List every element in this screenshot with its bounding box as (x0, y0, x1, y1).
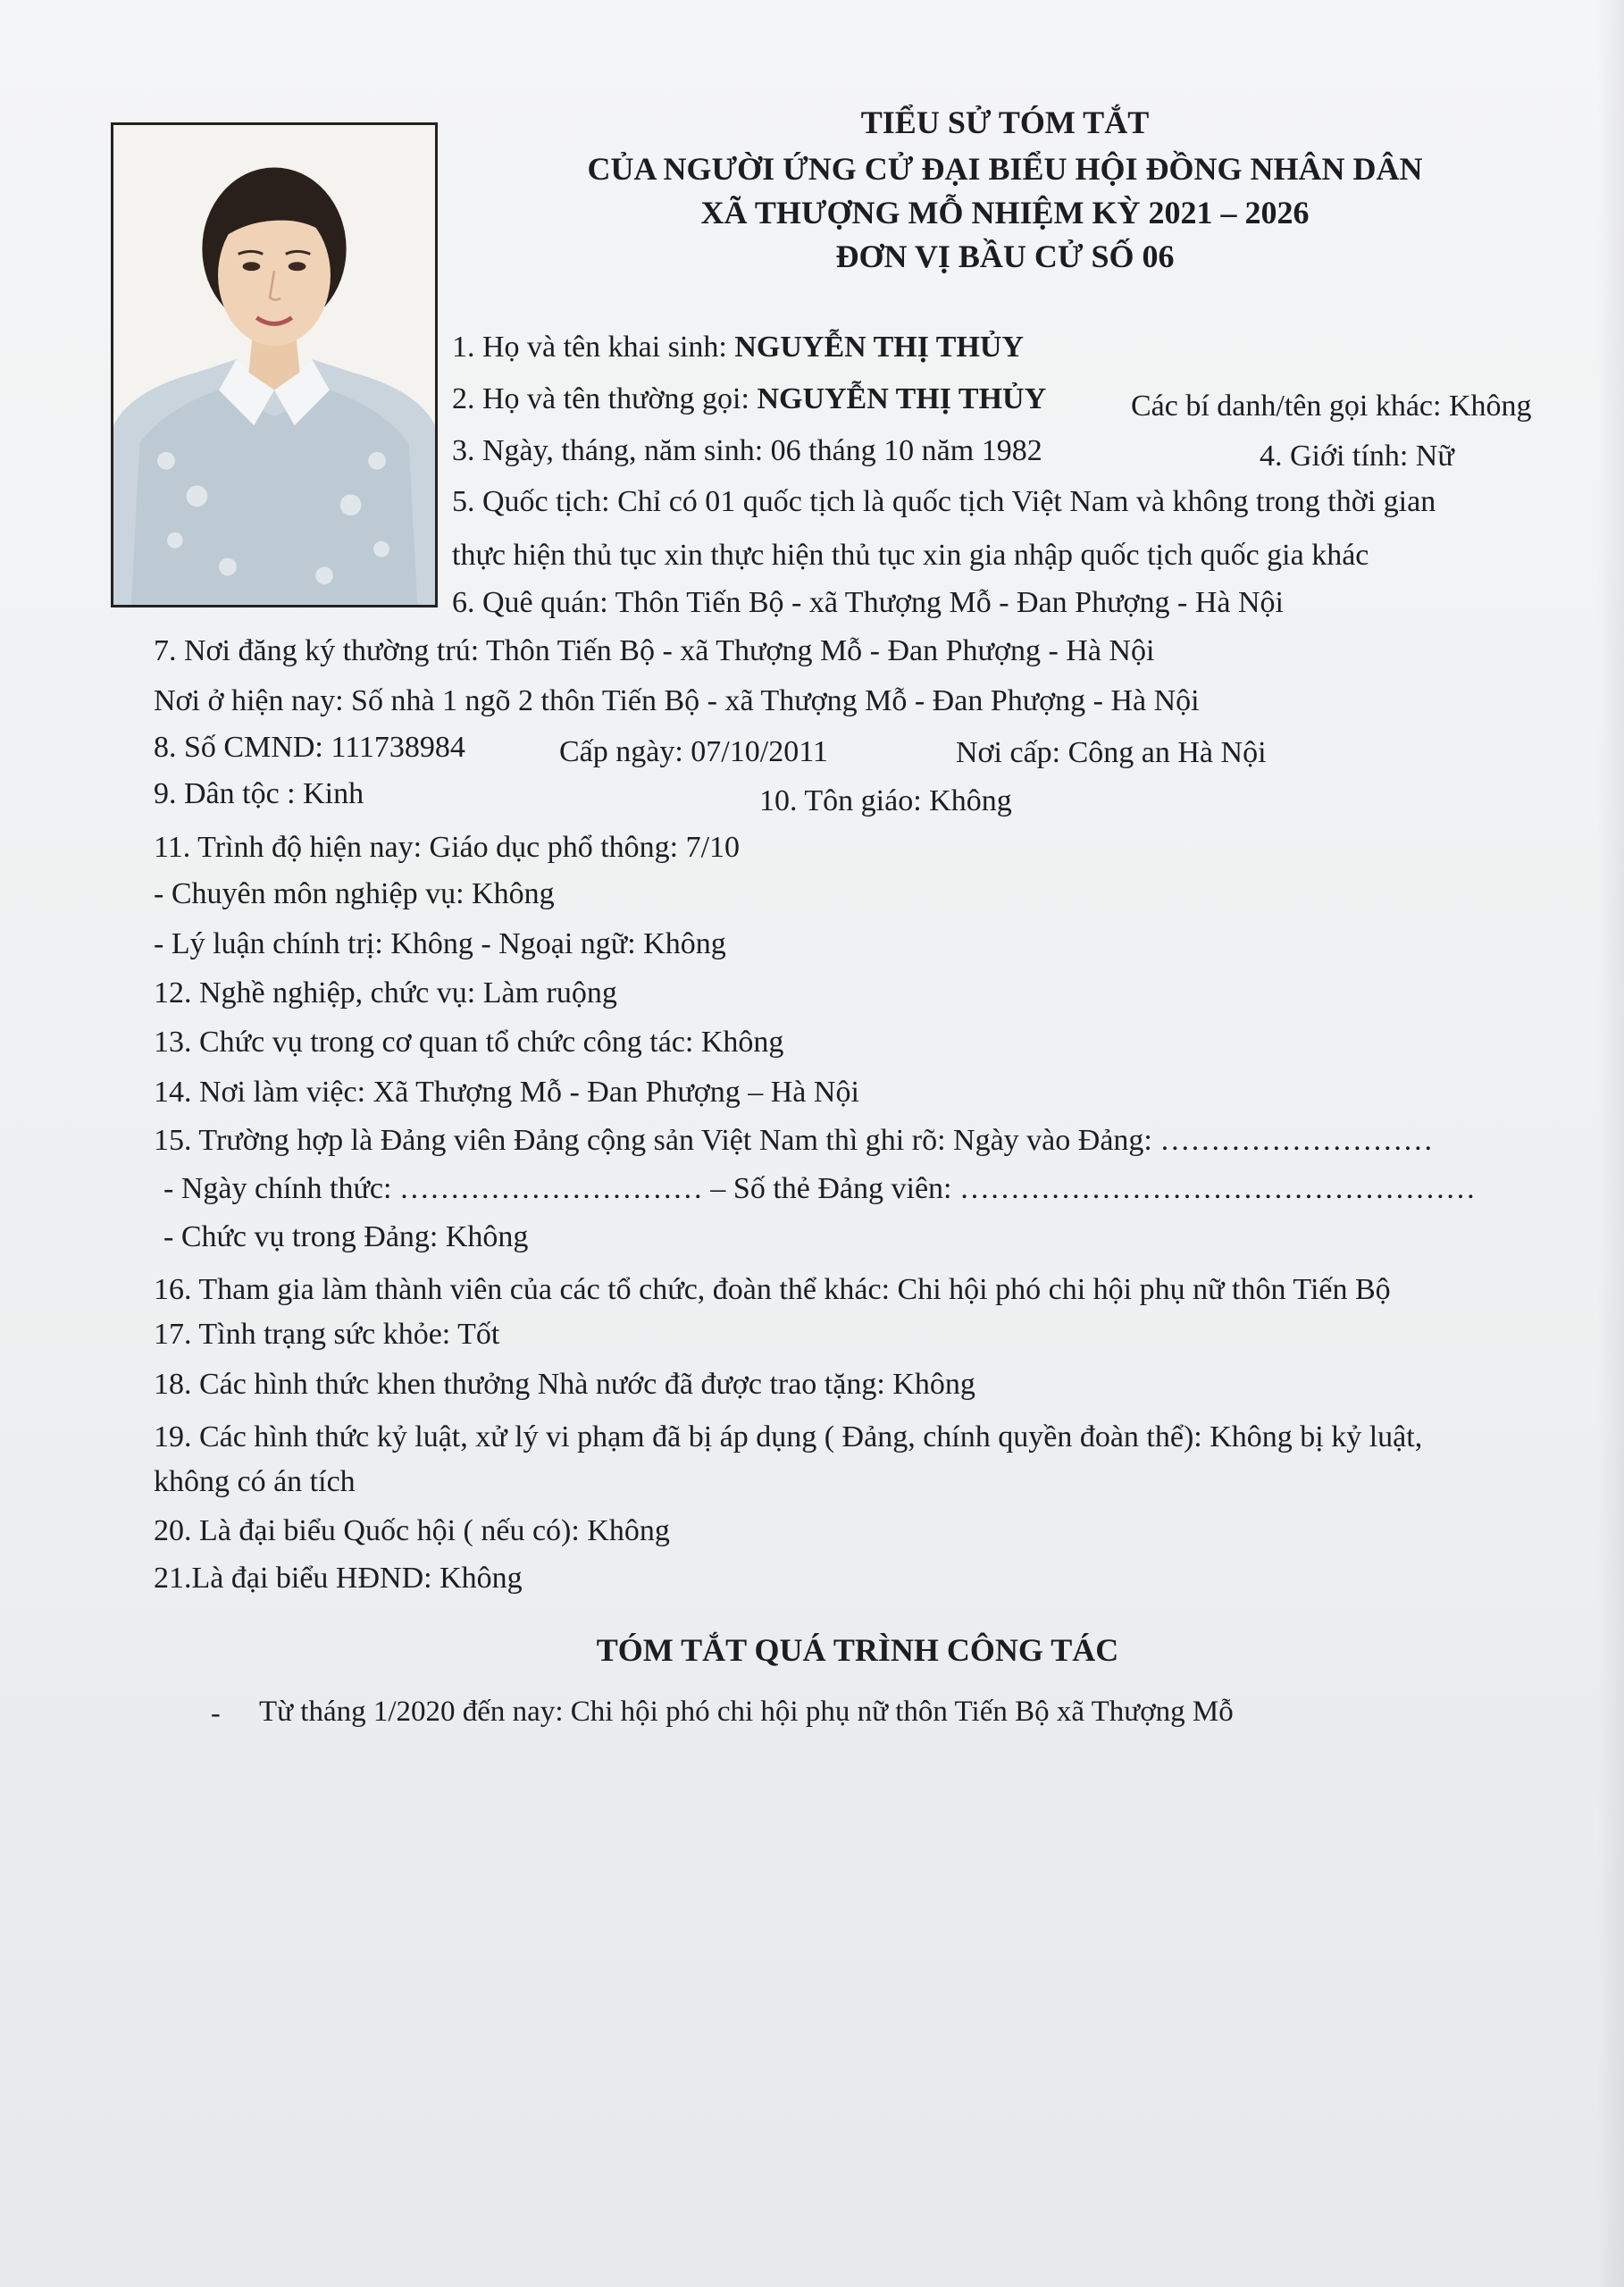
field-professional-skill: - Chuyên môn nghiệp vụ: Không (154, 877, 555, 910)
portrait-photo (111, 122, 438, 607)
field-awards: 18. Các hình thức khen thưởng Nhà nước đã được trao tặng: Không (154, 1368, 975, 1401)
page-edge-shadow (1597, 0, 1624, 2287)
document-subtitle-unit: ĐƠN VỊ BẦU CỬ SỐ 06 (835, 239, 1175, 274)
field-discipline: 19. Các hình thức kỷ luật, xử lý vi phạm đã bị áp dụng ( Đảng, chính quyền đoàn thể): Không bị kỷ luật, (154, 1420, 1423, 1453)
field-occupation: 12. Nghề nghiệp, chức vụ: Làm ruộng (154, 976, 617, 1009)
field-political-theory: - Lý luận chính trị: Không - Ngoại ngữ: Không (154, 927, 726, 960)
field-party-member: 15. Trường hợp là Đảng viên Đảng cộng sản Việt Nam thì ghi rõ: Ngày vào Đảng: ……………………… (154, 1124, 1434, 1157)
field-workplace: 14. Nơi làm việc: Xã Thượng Mỗ - Đan Phượng – Hà Nội (154, 1076, 859, 1109)
birth-name-value: NGUYỄN THỊ THỦY (734, 331, 1025, 364)
work-history-entry: Từ tháng 1/2020 đến nay: Chi hội phó chi hội phụ nữ thôn Tiến Bộ xã Thượng Mỗ (259, 1696, 1234, 1728)
field-gender: 4. Giới tính: Nữ (1260, 440, 1454, 473)
work-history-heading: TÓM TẮT QUÁ TRÌNH CÔNG TÁC (596, 1632, 1119, 1668)
field-birth-date: 3. Ngày, tháng, năm sinh: 06 tháng 10 năm 1982 (452, 434, 1042, 467)
field-common-name (452, 384, 1046, 415)
field-health: 17. Tình trạng sức khỏe: Tốt (154, 1318, 500, 1351)
field-id-number: 8. Số CMND: 111738984 (154, 731, 465, 764)
common-name-value: NGUYỄN THỊ THỦY (757, 382, 1047, 415)
field-discipline-cont: không có án tích (154, 1465, 356, 1498)
document-title: TIỂU SỬ TÓM TẮT (860, 105, 1150, 140)
field-ethnicity: 9. Dân tộc : Kinh (154, 777, 364, 810)
bullet-dash: - (211, 1696, 221, 1729)
field-party-official-date: - Ngày chính thức: ………………………… – Số thẻ Đảng viên: …………………………………………… (163, 1172, 1476, 1205)
field-id-issue-place: Nơi cấp: Công an Hà Nội (956, 736, 1267, 769)
document-subtitle: CỦA NGƯỜI ỨNG CỬ ĐẠI BIỂU HỘI ĐỒNG NHÂN DÂN (587, 151, 1423, 187)
field-nationality-cont: thực hiện thủ tục xin thực hiện thủ tục xin gia nhập quốc tịch quốc gia khác (452, 539, 1369, 572)
field-education: 11. Trình độ hiện nay: Giáo dục phổ thông: 7/10 (154, 831, 741, 864)
field-party-position: - Chức vụ trong Đảng: Không (163, 1220, 529, 1253)
field-permanent-residence: 7. Nơi đăng ký thường trú: Thôn Tiến Bộ - xã Thượng Mỗ - Đan Phượng - Hà Nội (154, 634, 1155, 667)
field-id-issue-date: Cấp ngày: 07/10/2011 (559, 735, 828, 768)
field-nationality: 5. Quốc tịch: Chỉ có 01 quốc tịch là quốc tịch Việt Nam và không trong thời gian (452, 485, 1436, 518)
field-religion: 10. Tôn giáo: Không (759, 784, 1012, 817)
field-birth-name (452, 332, 1024, 363)
field-position: 13. Chức vụ trong cơ quan tổ chức công tác: Không (154, 1026, 784, 1059)
field-national-assembly: 20. Là đại biểu Quốc hội ( nếu có): Không (154, 1514, 670, 1547)
field-organizations: 16. Tham gia làm thành viên của các tổ chức, đoàn thể khác: Chi hội phó chi hội phụ nữ thôn Tiến Bộ (154, 1273, 1391, 1306)
field-hometown: 6. Quê quán: Thôn Tiến Bộ - xã Thượng Mỗ - Đan Phượng - Hà Nội (452, 586, 1284, 619)
field-label: 1. Họ và tên khai sinh: (452, 331, 735, 364)
document-subtitle-term: XÃ THƯỢNG MỖ NHIỆM KỲ 2021 – 2026 (700, 195, 1310, 230)
field-alias: Các bí danh/tên gọi khác: Không (1131, 390, 1532, 423)
field-current-residence: Nơi ở hiện nay: Số nhà 1 ngõ 2 thôn Tiến Bộ - xã Thượng Mỗ - Đan Phượng - Hà Nội (154, 684, 1200, 717)
field-label: 2. Họ và tên thường gọi: (452, 382, 758, 415)
field-people-council: 21.Là đại biểu HĐND: Không (154, 1562, 523, 1595)
